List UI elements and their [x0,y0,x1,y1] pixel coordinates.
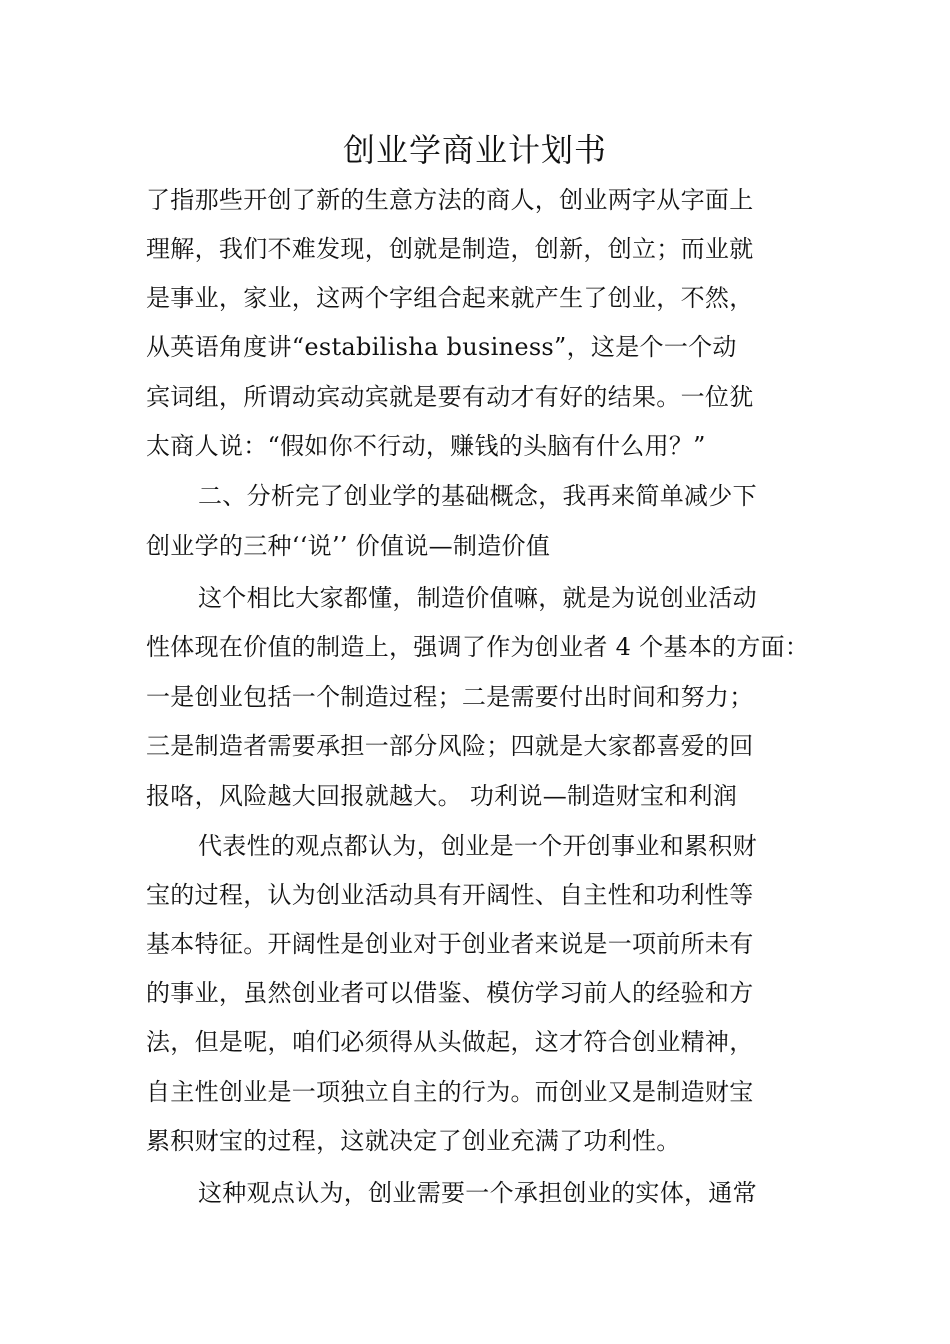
document-title: 创业学商业计划书 [342,131,607,169]
text-line: 二、分析完了创业学的基础概念，我再来简单减少下 [198,482,757,510]
text-line: 创业学的三种‘‘说’’ 价值说—制造价值 [146,532,551,560]
text-line: 基本特征。开阔性是创业对于创业者来说是一项前所未有 [146,930,754,958]
text-line: 性体现在价值的制造上，强调了作为创业者 4 个基本的方面： [146,633,810,661]
text-line: 这种观点认为，创业需要一个承担创业的实体，通常 [198,1179,757,1207]
text-line: 是事业，家业，这两个字组合起来就产生了创业，不然， [146,284,754,312]
text-line: 一是创业包括一个制造过程；二是需要付出时间和努力； [146,683,754,711]
text-line: 法，但是呢，咱们必须得从头做起，这才符合创业精神， [146,1028,754,1056]
text-line: 了指那些开创了新的生意方法的商人，创业两字从字面上 [146,186,754,214]
text-line: 从英语角度讲“estabilisha business”，这是个一个动 [146,333,737,361]
text-line: 自主性创业是一项独立自主的行为。而创业又是制造财宝 [146,1078,754,1106]
text-line: 代表性的观点都认为，创业是一个开创事业和累积财 [198,832,757,860]
text-line: 宾词组，所谓动宾动宾就是要有动才有好的结果。一位犹 [146,383,754,411]
text-line: 报咯，风险越大回报就越大。 功利说—制造财宝和利润 [146,782,738,810]
text-line: 这个相比大家都懂，制造价值嘛，就是为说创业活动 [198,584,757,612]
text-line: 宝的过程，认为创业活动具有开阔性、自主性和功利性等 [146,881,754,909]
text-line: 三是制造者需要承担一部分风险；四就是大家都喜爱的回 [146,732,754,760]
text-line: 累积财宝的过程，这就决定了创业充满了功利性。 [146,1127,681,1155]
text-line: 太商人说：“假如你不行动，赚钱的头脑有什么用？” [146,432,706,460]
text-line: 的事业，虽然创业者可以借鉴、模仿学习前人的经验和方 [146,979,754,1007]
text-line: 理解，我们不难发现，创就是制造，创新，创立；而业就 [146,235,754,263]
